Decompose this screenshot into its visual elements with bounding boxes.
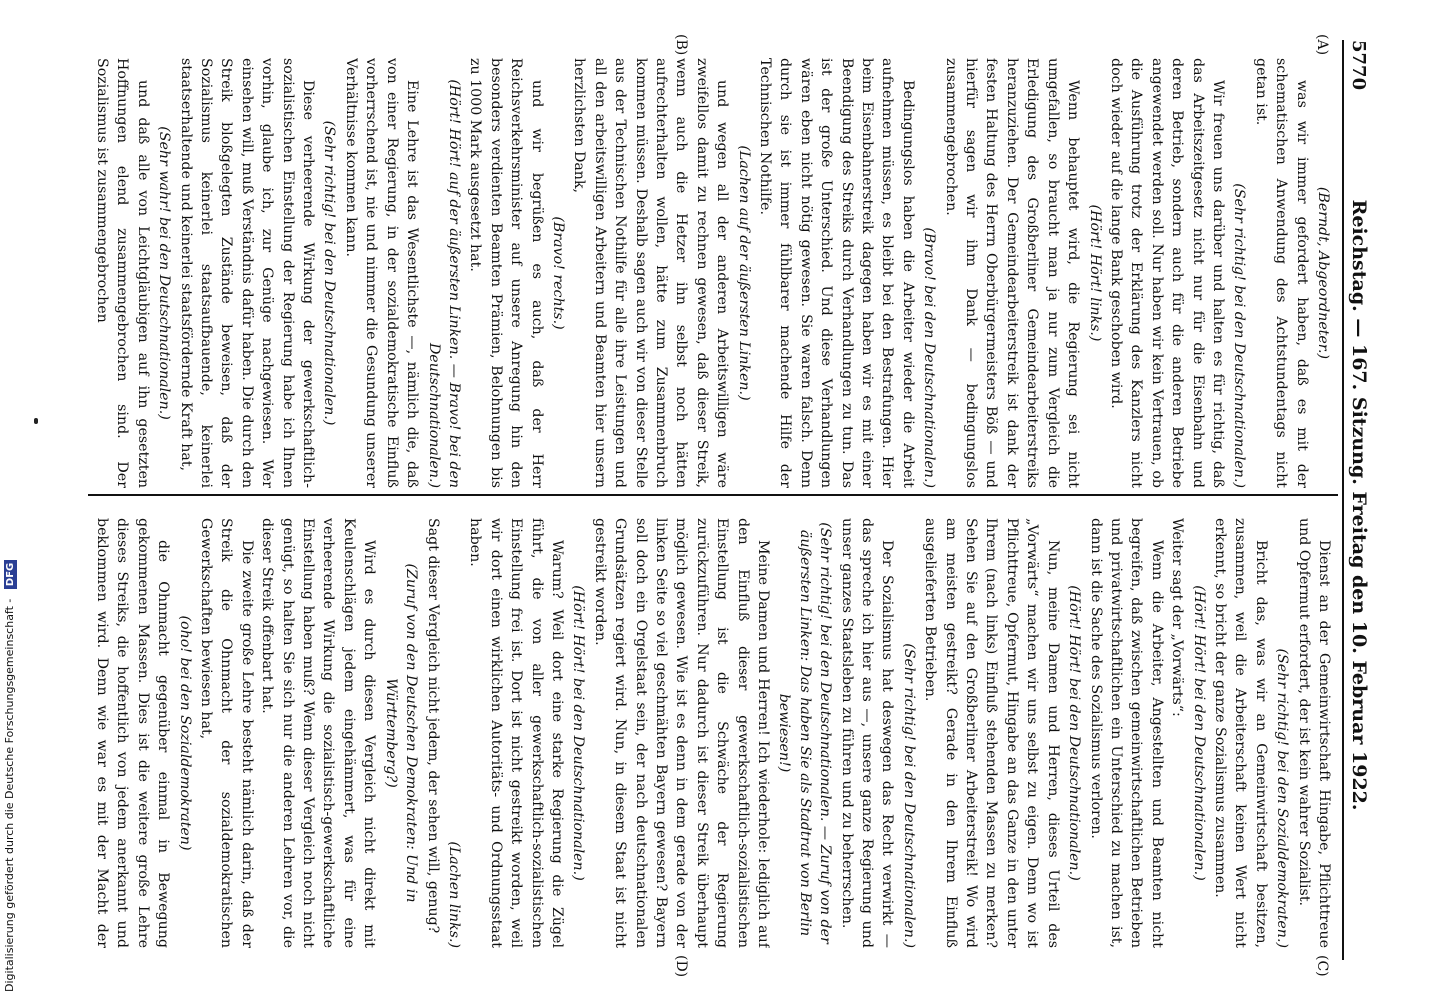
interjection: (Sehr richtig! bei den Deutschnationalen. — Zuruf von der äußersten Linken: Das haben Sie als Stadtrat von Berlin bewiesen!) [776,522,834,944]
paragraph: Meine Damen und Herren! Ich wiederhole: lediglich auf den Einfluß dieser gewerkschaftlich-sozialistischen Einstellung ist die Schwäche der Regierung zurückzuführen. Nur dadurch ist dieser Streik überhaupt möglich gewesen. Wie ist es denn in dem gerade von der linken Seite so viel geschmähten Bayern gewesen? Bayern soll doch ein Orgelstaat sein, der nach deutschnationalen Grundsätzen regiert wird. Nun, in diesem Staat ist nicht gestreikt worden. [591,518,772,948]
header-rule [1342,40,1344,960]
paragraph: Wenn behauptet wird, die Regierung sei nicht umgefallen, so braucht man ja nur zum Vergleich die Erledigung des Großberliner Gemeindearbeiterstreiks heranzuziehen. Der Gemeindearbeiterstreik ist dank der festen Haltung des Herrn Oberbürgermeisters Böß — und hierfür sagen wir ihm Dank — bedingungslos zusammengebrochen. [942,58,1082,488]
right-column [94,518,1334,948]
paragraph: Bedingungslos haben die Arbeiter wieder die Arbeit aufnehmen müssen, es bleibt bei den Bestrafungen. Hier beim Eisenbahnerstreik dagegen haben wir es mit einer Beendigung des Streiks durch Verhandlungen zu tun. Das ist der große Unterschied. Und diese Verhandlungen wären eben nicht nötig gewesen. Sie waren falsch. Denn durch sie ist immer fühlbarer machende Hilfe der Technischen Nothilfe. [757,58,916,488]
interjection: (Sehr richtig! bei den Deutschnationalen.) [1231,183,1248,488]
left-column [94,58,1334,488]
interjection: (Hört! Hört! bei den Deutschnationalen.) [570,585,587,881]
paragraph: Dienst an der Gemeinwirtschaft Hingabe, Pflichttreue und Opfermut erfordert, der ist kein wahrer Sozialist. [1295,518,1332,948]
interjection: (Bravo! rechts.) [549,216,566,330]
interjection: (Berndt, Abgeordneter.) [1315,186,1331,360]
paragraph: Eine Lehre ist das Wesentlichste —, nämlich die, daß von einer Regierung, in der sozialdemokratische Einfluß vorherrschend ist, nie und nimmer die Gesundung unserer Verhältnisse kommen kann. [342,58,421,488]
paragraph: Bricht das, was wir an Gemeinwirtschaft besitzen, zusammen, weil die Arbeiterschaft keinen Wert nicht erkennt, so bricht der ganze Sozialismus zusammen. [1211,518,1269,948]
interjection: (Lachen auf der äußersten Linken.) [735,145,752,401]
margin-letter-a: (A) [1314,34,1330,56]
credit-text: Digitalisierung gefördert durch die Deutsche Forschungsgemeinschaft - [3,598,16,992]
paragraph: Wenn die Arbeiter, Angestellten und Beamten nicht begreifen, daß zwischen gemeinwirtschaftlichen Betrieben und privatwirtschaftlichen ein Unterschied zu machen ist, dann ist die Sache des Sozialismus verloren. [1087,518,1165,948]
paragraph: Wir freuen uns darüber und halten es für richtig, daß das Arbeitszeitgesetz nicht nur für die Eisenbahn und deren Betrieb, sondern auch für die anderen Betriebe angewendet werden soll. Nur haben wir kein Vertrauen, ob die Ausführung trotz der Erklärung des Kanzlers nicht doch wieder auf die lange Bank geschoben wird. [1107,58,1226,488]
paragraph: Der Sozialismus hat deswegen das Recht verwirkt — das spreche ich hier aus —, unsere ganze Regierung und unser ganzes Staatsleben zu führen und zu beherrschen. [838,518,896,948]
paragraph: Nun, meine Damen und Herren, dieses Urteil des „Vorwärts“ machen wir uns selbst zu eigen. Denn wo ist Pflichttreue, Opfermut, Hingabe an das Ganze in den unter Ihrem (nach links) Einfluß stehenden Massen zu merken? Sehen Sie auf den Großberliner Arbeiterstreik! Wo wird am meisten gestreikt? Gerade in den Ihrem Einfluß ausgelieferten Betrieben. [922,518,1061,948]
interjection: (Hört! Hört! auf der äußersten Linken. — Bravo! bei den Deutschnationalen.) [425,79,462,488]
dfg-logo: DFG [4,560,17,589]
paragraph: Weiter sagt der „Vorwärts“: [1169,518,1186,717]
interjection: (Hört! Hört! bei den Deutschnationalen.) [1190,585,1207,881]
interjection: (Sehr richtig! bei den Deutschnationalen.) [321,120,338,426]
interjection: (Lachen links.) [445,841,462,948]
interjection: (Zuruf von den Deutschen Demokraten: Und in Württemberg?) [382,563,420,903]
paragraph: Sagt dieser Vergleich nicht jedem, der sehen will, genug? [424,518,441,934]
page-header [1348,40,1374,960]
paragraph: Warum? Weil dort eine starke Regierung die Zügel führt, die von aller gewerkschaftlich-sozialistischen Einstellung frei ist. Dort ist nicht gestreikt worden, weil wir dort einen wirklichen Autoritäts- und Ordnungsstaat haben. [467,518,565,948]
interjection: (Bravo! bei den Deutschnationalen.) [921,227,938,488]
interjection: (Sehr richtig! bei den Deutschnationalen.) [900,643,917,948]
digitization-credit [0,0,34,1000]
paragraph: Die zweite große Lehre besteht nämlich darin, daß der Streik die Ohnmacht der sozialdemokratischen Gewerkschaften bewiesen hat, [198,518,255,948]
interjection: (Sehr richtig! bei den Sozialdemokraten.) [1274,648,1291,948]
page-title: Reichstag. — 167. Sitzung. Freitag den 10. Februar 1922. [1348,199,1370,811]
column-divider [88,494,1338,496]
margin-letter-b: (B) [673,34,689,56]
interjection: (Sehr wahr! bei den Deutschnationalen.) [156,126,173,420]
interjection: (Hört! Hört! bei den Deutschnationalen.) [1066,585,1083,881]
paragraph: Wird es durch diesen Vergleich nicht direkt mit Keulenschlägen jedem eingehämmert, was für eine verheerende Wirkung die sozialistisch-gewerkschaftliche Einstellung haben muß? Wenn dieser Vergleich noch nicht genügt, so halten Sie sich nur die anderen Lehren vor, die dieser Streik offenbart hat. [259,518,378,948]
paragraph: was wir immer gefordert haben, daß es mit der schematischen Anwendung des Achtstundentags nicht getan ist. [1252,58,1310,488]
page-number: 5770 [1348,40,1369,91]
interjection: (Hört! Hört! links.) [1086,204,1103,342]
margin-letter-c: (C) [1314,955,1330,977]
paragraph: und wegen all der anderen Arbeitswilligen wäre zweifellos damit zu rechnen gewesen, daß dieser Streik, wenn auch die Hetzer ihn selbst noch hätten aufrechterhalten wollen, hätte zum Zusammenbruch kommen müssen. Deshalb sagen auch wir von dieser Stelle aus der Technischen Nothilfe für alle ihre Leistungen und all den arbeitswilligen Arbeitern und Beamten hier unsern herzlichsten Dank, [571,58,731,488]
paragraph: die Ohnmacht gegenüber einmal in Bewegung gekommenen Massen. Dies ist die weitere große Lehre dieses Streiks, die hoffentlich von jedem anerkannt und beklommen wird. Denn wie war es mit der Macht der [94,518,172,948]
paragraph: und wir begrüßen es auch, daß der Herr Reichsverkehrsminister auf unsere Anregung hin den besonders verdienten Beamten Prämien, Belohnungen bis zu 1000 Mark ausgesetzt hat. [467,58,545,488]
paragraph: Diese verheerende Wirkung der gewerkschaftlich-sozialistischen Einstellung der Regierung habe ich Ihnen vorhin, glaube ich, zur Genüge nachgewiesen. Wer einsehen will, muß Verständnis dafür haben. Die durch den Streik bloßgelegten Zustände beweisen, daß der Sozialismus keinerlei staatsaufbauende, keinerlei staatserhaltende und keinerlei staatsfördernde Kraft hat, [177,58,317,488]
scan-speck [34,418,38,424]
paragraph: und daß alle von Leichtgläubigen auf ihn gesetzten Hoffnungen elend zusammengebrochen sind. Der Sozialismus ist zusammengebrochen [94,58,151,488]
interjection: (oho! bei den Sozialdemokraten) [176,615,193,851]
margin-letter-d: (D) [673,955,689,978]
